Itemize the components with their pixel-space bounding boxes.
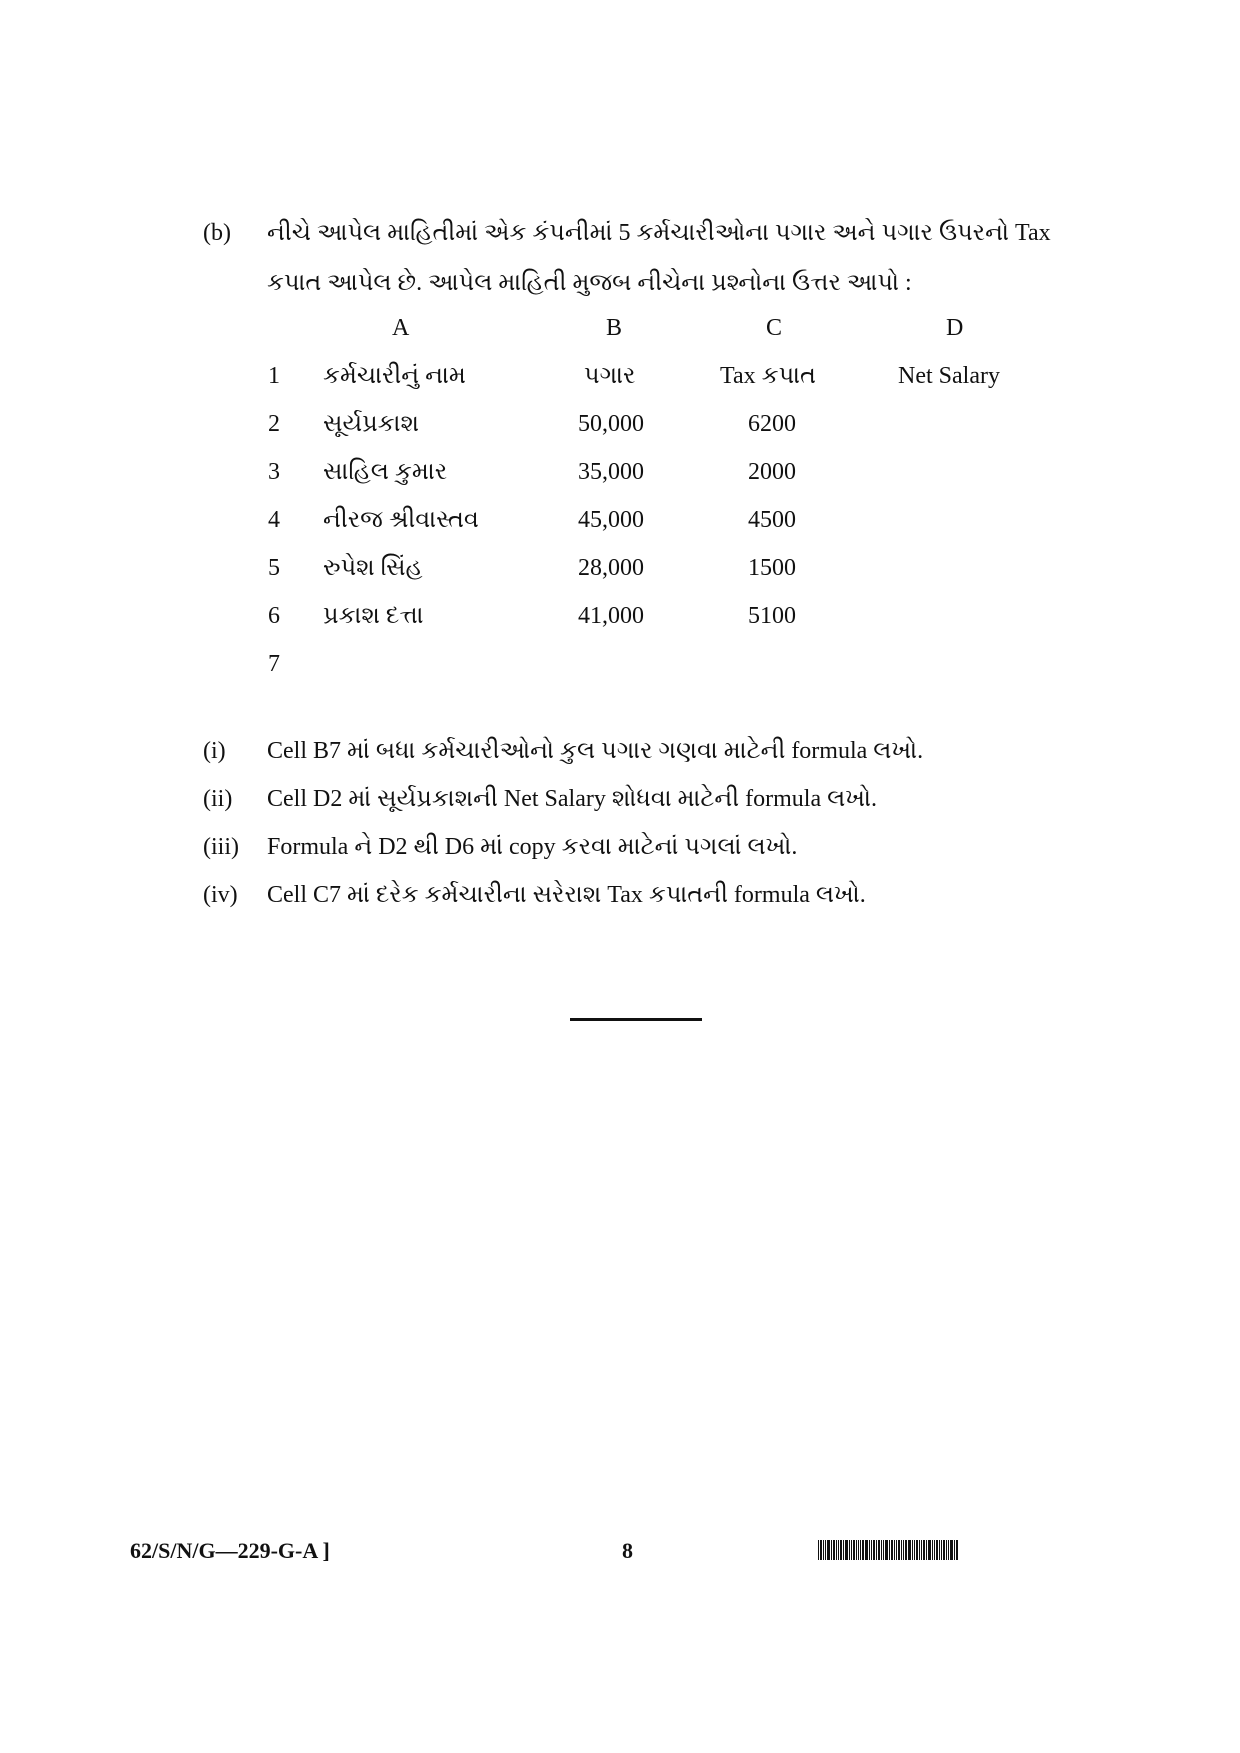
column-header-b: B	[606, 315, 623, 341]
sub-question-text: Formula ને D2 થી D6 માં copy કરવા માટેનાં પગલાં લખો.	[267, 834, 798, 860]
barcode-bar	[818, 1540, 819, 1560]
barcode-bar	[876, 1540, 877, 1560]
sub-question-number: (iv)	[203, 882, 238, 908]
paper-code: 62/S/N/G—229-G-A ]	[130, 1538, 330, 1563]
barcode-bar	[856, 1540, 857, 1560]
cell-c: Tax કપાત	[720, 363, 816, 389]
cell-c: 5100	[748, 603, 796, 629]
barcode-bar	[939, 1540, 940, 1560]
table-row	[258, 550, 1038, 598]
cell-a: નીરજ શ્રીવાસ્તવ	[323, 507, 479, 533]
barcode-bar	[889, 1540, 890, 1560]
barcode-bar	[919, 1540, 920, 1560]
barcode-bar	[881, 1540, 882, 1560]
barcode-bar	[831, 1540, 832, 1560]
list-item	[203, 734, 1103, 782]
cell-a: રુપેશ સિંહ	[323, 555, 423, 581]
cell-b: 28,000	[578, 555, 644, 581]
column-header-a: A	[392, 315, 410, 341]
column-header-d: D	[946, 315, 964, 341]
barcode-bar	[912, 1540, 913, 1560]
barcode-bar	[838, 1540, 839, 1560]
sub-question-text: Cell B7 માં બધા કર્મચારીઓનો કુલ પગાર ગણવા માટેની formula લખો.	[267, 738, 924, 764]
cell-b: 45,000	[578, 507, 644, 533]
cell-b: 35,000	[578, 459, 644, 485]
barcode-bar	[823, 1540, 824, 1560]
sub-question-text: Cell D2 માં સૂર્યપ્રકાશની Net Salary શોધવા માટેની formula લખો.	[267, 786, 877, 812]
table-row	[258, 358, 1038, 406]
sub-question-list	[203, 734, 1103, 926]
sub-question-number: (ii)	[203, 786, 233, 812]
cell-b: 41,000	[578, 603, 644, 629]
barcode-bar	[956, 1540, 958, 1560]
barcode-bar	[878, 1540, 880, 1560]
column-header-c: C	[766, 315, 783, 341]
barcode-bar	[936, 1540, 938, 1560]
barcode-bar	[827, 1540, 830, 1560]
barcode-bar	[858, 1540, 859, 1560]
list-item	[203, 830, 1103, 878]
table-row	[258, 646, 1038, 694]
question-text-line-1: નીચે આપેલ માહિતીમાં એક કંપનીમાં 5 કર્મચારીઓના પગાર અને પગાર ઉપરનો Tax	[267, 220, 1051, 246]
question-label: (b)	[203, 220, 231, 246]
barcode-bar	[941, 1540, 942, 1560]
barcode-bar	[903, 1540, 904, 1560]
table-row	[258, 598, 1038, 646]
barcode-bar	[923, 1540, 925, 1560]
barcode-bar	[840, 1540, 842, 1560]
page-number: 8	[622, 1538, 633, 1563]
barcode-bar	[869, 1540, 870, 1560]
barcode-bar	[883, 1540, 884, 1560]
barcode-bar	[845, 1540, 848, 1560]
barcode-bar	[860, 1540, 861, 1560]
barcode-bar	[926, 1540, 927, 1560]
cell-a: સૂર્યપ્રકાશ	[323, 411, 419, 437]
barcode-bar	[914, 1540, 915, 1560]
barcode-bar	[871, 1540, 872, 1560]
barcode-bar	[825, 1540, 826, 1560]
barcode-bar	[820, 1540, 822, 1560]
barcode-bar	[932, 1540, 933, 1560]
cell-d: Net Salary	[898, 363, 1000, 389]
question-text-line-2: કપાત આપેલ છે. આપેલ માહિતી મુજબ નીચેના પ્રશ્નોના ઉત્તર આપો :	[267, 270, 912, 296]
row-number: 2	[268, 411, 280, 437]
barcode-bar	[843, 1540, 844, 1560]
barcode-bar	[916, 1540, 918, 1560]
sub-question-text: Cell C7 માં દરેક કર્મચારીના સરેરાશ Tax કપાતની formula લખો.	[267, 882, 866, 908]
table-row	[258, 454, 1038, 502]
barcode-bar	[946, 1540, 947, 1560]
cell-a: પ્રકાશ દત્તા	[323, 603, 424, 629]
row-number: 3	[268, 459, 280, 485]
barcode-bar	[833, 1540, 835, 1560]
end-of-section-rule	[570, 1018, 702, 1021]
row-number: 4	[268, 507, 280, 533]
barcode-bar	[862, 1540, 864, 1560]
barcode-bar	[901, 1540, 902, 1560]
cell-a: કર્મચારીનું નામ	[323, 363, 466, 389]
barcode-bar	[934, 1540, 935, 1560]
barcode-icon	[818, 1540, 998, 1560]
barcode-bar	[865, 1540, 868, 1560]
barcode-bar	[905, 1540, 907, 1560]
spreadsheet-table	[258, 310, 1038, 694]
row-number: 7	[268, 651, 280, 677]
barcode-bar	[943, 1540, 945, 1560]
barcode-bar	[885, 1540, 888, 1560]
cell-c: 6200	[748, 411, 796, 437]
list-item	[203, 878, 1103, 926]
list-item	[203, 782, 1103, 830]
row-number: 1	[268, 363, 280, 389]
cell-b: પગાર	[584, 363, 636, 389]
sub-question-number: (i)	[203, 738, 226, 764]
barcode-bar	[928, 1540, 931, 1560]
barcode-bar	[950, 1540, 953, 1560]
barcode-bar	[898, 1540, 900, 1560]
barcode-bar	[851, 1540, 852, 1560]
barcode-bar	[853, 1540, 855, 1560]
cell-c: 2000	[748, 459, 796, 485]
barcode-bar	[896, 1540, 897, 1560]
sub-question-number: (iii)	[203, 834, 239, 860]
column-header-row	[258, 310, 1038, 358]
barcode-bar	[908, 1540, 911, 1560]
barcode-bar	[954, 1540, 955, 1560]
row-number: 5	[268, 555, 280, 581]
cell-b: 50,000	[578, 411, 644, 437]
cell-c: 4500	[748, 507, 796, 533]
barcode-bar	[891, 1540, 893, 1560]
cell-c: 1500	[748, 555, 796, 581]
barcode-bar	[873, 1540, 875, 1560]
barcode-bar	[836, 1540, 837, 1560]
barcode-bar	[948, 1540, 949, 1560]
barcode-bar	[894, 1540, 895, 1560]
table-row	[258, 406, 1038, 454]
barcode-bar	[849, 1540, 850, 1560]
table-row	[258, 502, 1038, 550]
barcode-bar	[921, 1540, 922, 1560]
row-number: 6	[268, 603, 280, 629]
cell-a: સાહિલ કુમાર	[323, 459, 448, 485]
